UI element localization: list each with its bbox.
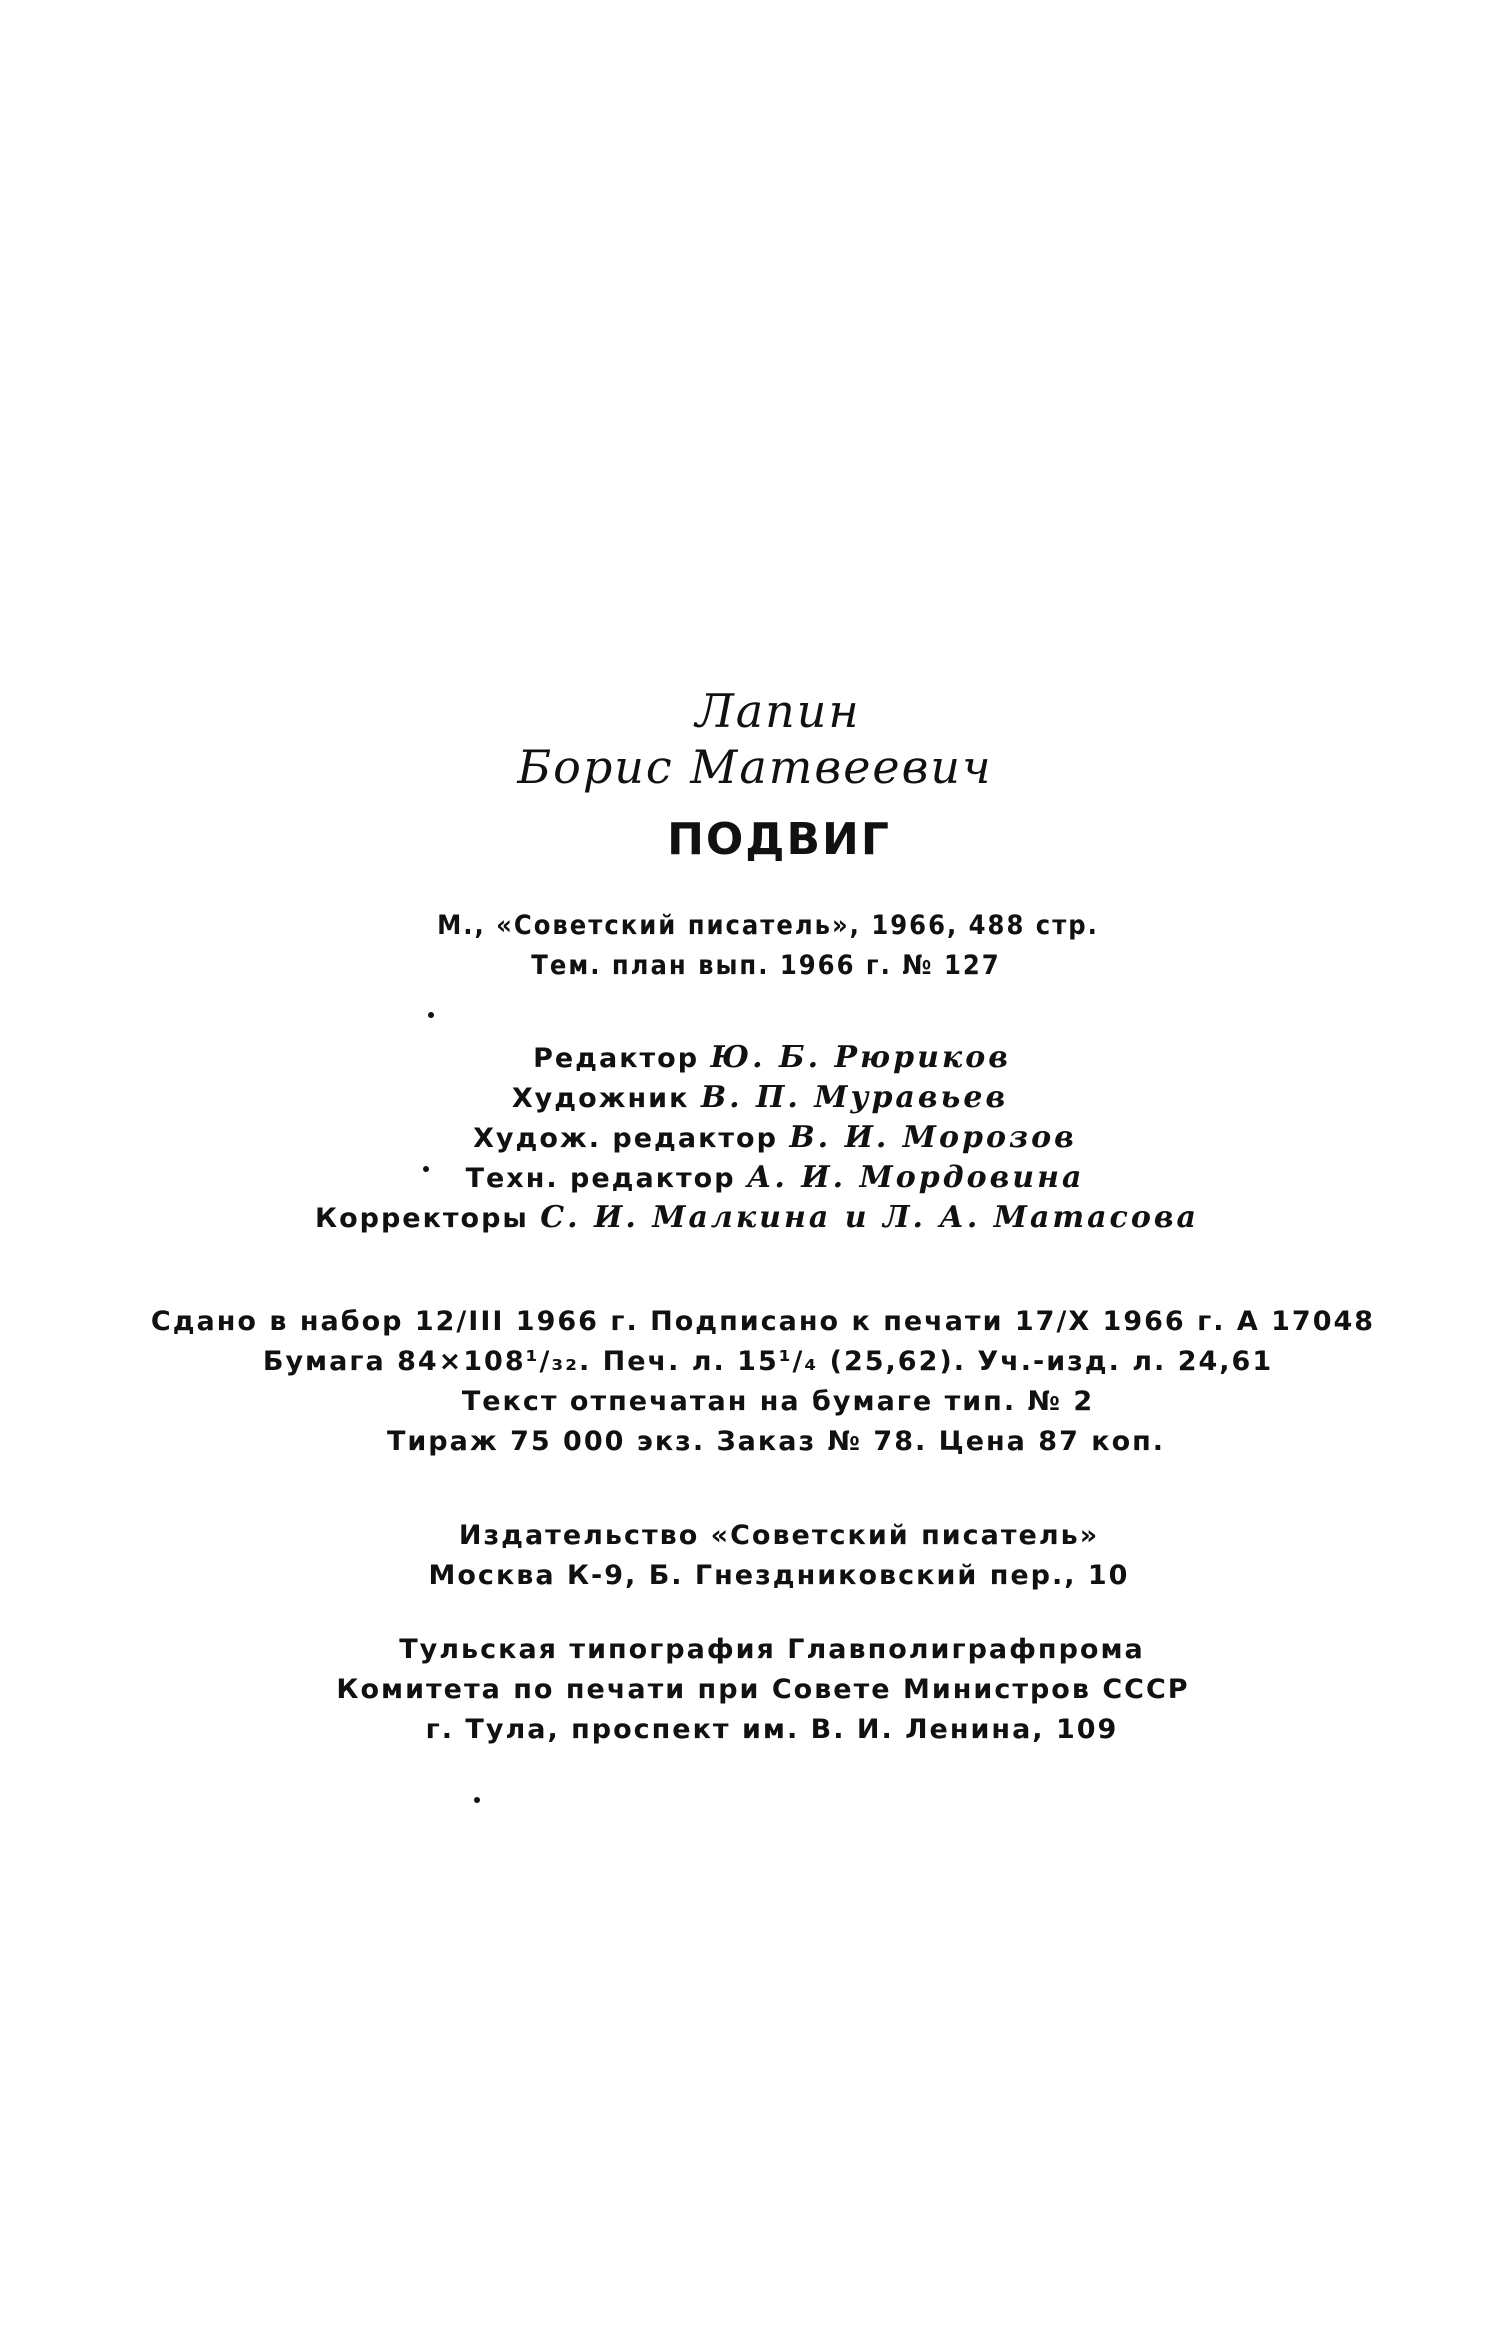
thematic-plan: Тем. план вып. 1966 г. № 127 <box>531 950 1001 981</box>
credit-name: В. П. Муравьев <box>700 1080 1009 1115</box>
author-given-names: Борис Матвеевич <box>517 740 993 794</box>
paper-type: Текст отпечатан на бумаге тип. № 2 <box>461 1386 1095 1417</box>
credit-role: Худож. редактор <box>473 1123 778 1154</box>
credit-name: С. И. Малкина и Л. А. Матасова <box>540 1200 1199 1235</box>
credit-tech-editor <box>0 1160 1500 1195</box>
credit-proofreaders <box>0 1200 1500 1235</box>
publication-info: М., «Советский писатель», 1966, 488 стр. <box>437 910 1099 941</box>
publisher-name: Издательство «Советский писатель» <box>458 1520 1100 1551</box>
credit-role: Корректоры <box>315 1203 529 1234</box>
credit-name: А. И. Мордовина <box>746 1160 1085 1195</box>
printer-name: Тульская типография Главполиграфпрома <box>399 1634 1145 1665</box>
print-speck <box>428 1012 434 1018</box>
paper-format: Бумага 84×108¹/₃₂. Печ. л. 15¹/₄ (25,62). Уч.-изд. л. 24,61 <box>262 1346 1274 1377</box>
publisher-address: Москва К-9, Б. Гнездниковский пер., 10 <box>428 1560 1130 1591</box>
print-run: Тираж 75 000 экз. Заказ № 78. Цена 87 коп. <box>386 1426 1166 1457</box>
print-speck <box>474 1797 480 1803</box>
credit-role: Техн. редактор <box>465 1163 736 1194</box>
credit-name: Ю. Б. Рюриков <box>710 1040 1011 1075</box>
credit-art-editor <box>0 1120 1500 1155</box>
credit-editor <box>0 1040 1500 1075</box>
book-title: ПОДВИГ <box>667 814 891 865</box>
credit-artist <box>0 1080 1500 1115</box>
credit-name: В. И. Морозов <box>789 1120 1077 1155</box>
credit-role: Художник <box>511 1083 690 1114</box>
printer-committee: Комитета по печати при Совете Министров СССР <box>336 1674 1190 1705</box>
printer-address: г. Тула, проспект им. В. И. Ленина, 109 <box>425 1714 1119 1745</box>
credit-role: Редактор <box>533 1043 700 1074</box>
author-surname: Лапин <box>695 684 861 738</box>
production-dates: Сдано в набор 12/III 1966 г. Подписано к печати 17/X 1966 г. А 17048 <box>150 1306 1376 1337</box>
